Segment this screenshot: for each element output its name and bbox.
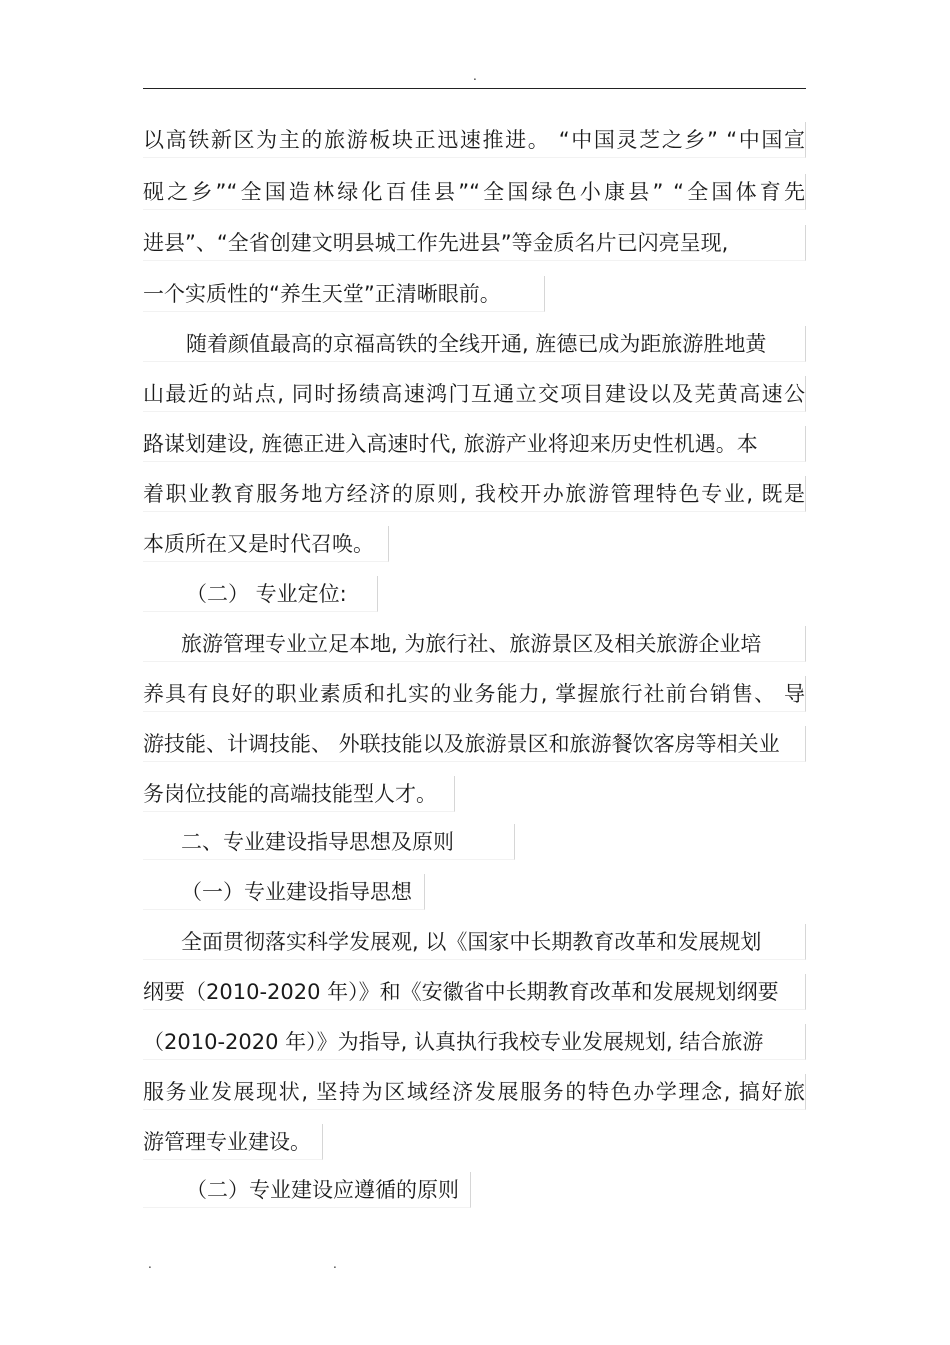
body-line-7: 路谋划建设, 旌德正进入高速时代, 旅游产业将迎来历史性机遇。本 bbox=[143, 426, 806, 462]
body-line-5: 随着颜值最高的京福高铁的全线开通, 旌德已成为距旅游胜地黄 bbox=[143, 326, 806, 362]
body-line-18: 游管理专业建设。 bbox=[143, 1124, 323, 1160]
body-line-11: 养具有良好的职业素质和扎实的业务能力, 掌握旅行社前台销售、 导 bbox=[143, 676, 806, 712]
body-line-9: 本质所在又是时代召唤。 bbox=[143, 526, 389, 562]
footer-dot-left: . bbox=[148, 1257, 152, 1271]
body-line-17: 服务业发展现状, 坚持为区域经济发展服务的特色办学理念, 搞好旅 bbox=[143, 1074, 806, 1110]
body-line-3: 进县”、“全省创建文明县城工作先进县”等金质名片已闪亮呈现, bbox=[143, 225, 806, 261]
section-heading-principles: （二）专业建设应遵循的原则 bbox=[143, 1172, 471, 1208]
body-line-15: 纲要（2010-2020 年）》和《安徽省中长期教育改革和发展规划纲要 bbox=[143, 974, 806, 1010]
body-line-14: 全面贯彻落实科学发展观, 以《国家中长期教育改革和发展规划 bbox=[143, 924, 806, 960]
body-line-16: （2010-2020 年）》为指导, 认真执行我校专业发展规划, 结合旅游 bbox=[143, 1024, 806, 1060]
body-line-2: 砚之乡”“全国造林绿化百佳县”“全国绿色小康县” “全国体育先 bbox=[143, 174, 806, 210]
body-line-10: 旅游管理专业立足本地, 为旅行社、旅游景区及相关旅游企业培 bbox=[143, 626, 806, 662]
body-line-8: 着职业教育服务地方经济的原则, 我校开办旅游管理特色专业, 既是 bbox=[143, 476, 806, 512]
section-heading-guiding-thought: （一）专业建设指导思想 bbox=[143, 874, 425, 910]
body-line-1: 以高铁新区为主的旅游板块正迅速推进。 “中国灵芝之乡” “中国宣 bbox=[143, 122, 806, 158]
body-line-12: 游技能、计调技能、 外联技能以及旅游景区和旅游餐饮客房等相关业 bbox=[143, 726, 806, 762]
body-line-13: 务岗位技能的高端技能型人才。 bbox=[143, 776, 455, 812]
body-line-6: 山最近的站点, 同时扬绩高速鸿门互通立交项目建设以及芜黄高速公 bbox=[143, 376, 806, 412]
header-dot: . bbox=[473, 69, 477, 83]
footer-dot-right: . bbox=[333, 1257, 337, 1271]
section-heading-positioning: （二） 专业定位: bbox=[143, 576, 378, 612]
chapter-heading-guiding-principles: 二、专业建设指导思想及原则 bbox=[143, 824, 515, 860]
header-rule bbox=[143, 88, 806, 89]
body-line-4: 一个实质性的“养生天堂”正清晰眼前。 bbox=[143, 276, 545, 312]
